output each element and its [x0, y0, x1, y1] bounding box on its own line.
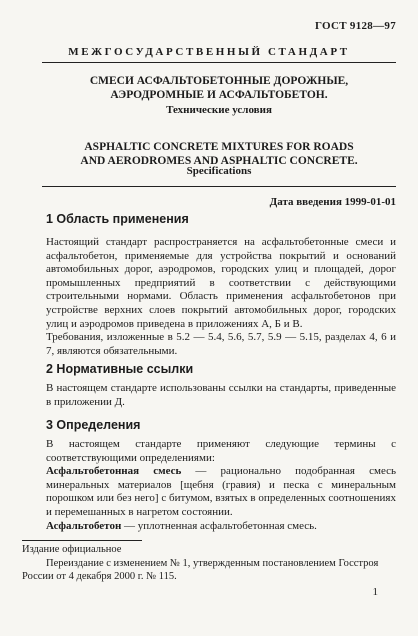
russian-subtitle: Технические условия — [166, 104, 272, 116]
english-subtitle: Specifications — [186, 165, 252, 177]
section-1-body — [46, 236, 396, 358]
edition-note: Издание официальное — [22, 544, 122, 555]
section-1-paragraph-2: Требования, изложенные в 5.2 — 5.4, 5.6, 5.7, 5.9 — 5.15, разделах 4, 6 и 7, являются обязательными. — [46, 331, 396, 357]
title-divider — [42, 186, 396, 187]
document-code: ГОСТ 9128—97 — [314, 20, 396, 32]
introduction-date: Дата введения 1999-01-01 — [269, 196, 396, 208]
term-1-definition: — рационально подобранная смесь минеральных материалов [щебня (гравия) и песка с минеральным порошком или без него] с битумом, взятых в определенных соотношениях и перемешанных в нагретом состоянии. — [46, 465, 396, 518]
russian-title-line-2: АЭРОДРОМНЫЕ И АСФАЛЬТОБЕТОН. — [110, 89, 328, 101]
section-1-heading: 1 Область применения — [46, 212, 189, 226]
definition-1 — [46, 465, 396, 519]
english-title-line-1: ASPHALTIC CONCRETE MIXTURES FOR ROADS — [84, 141, 354, 153]
russian-title-line-1: СМЕСИ АСФАЛЬТОБЕТОННЫЕ ДОРОЖНЫЕ, — [89, 75, 349, 87]
section-2-paragraph-1: В настоящем стандарте использованы ссылки на стандарты, приведенные в приложении Д. — [46, 382, 396, 408]
standard-type-heading: МЕЖГОСУДАРСТВЕННЫЙ СТАНДАРТ — [68, 46, 350, 58]
term-2-definition: — уплотненная асфальтобетонная смесь. — [121, 519, 317, 532]
reissue-note: Переиздание с изменением № 1, утвержденным постановлением Госстроя России от 4 декабря 2000 г. № 115. — [22, 558, 379, 582]
section-3-heading: 3 Определения — [46, 418, 141, 432]
term-2: Асфальтобетон — [46, 519, 122, 532]
section-1-paragraph-1: Настоящий стандарт распространяется на асфальтобетонные смеси и асфальтобетон, применяемые для устройства покрытий и оснований автомобильных дорог, аэродромов, городских улиц и площадей, дорог промышленных предприятий в соответствии с действующими строительными нормами. Область применения асфальтобетонов при устройстве верхних слоев покрытий автомобильных дорог, городских улиц и аэродромов приведена в приложениях А, Б и В. — [46, 236, 396, 330]
definition-2 — [46, 520, 396, 534]
top-divider — [42, 62, 396, 63]
section-3-body — [46, 438, 396, 533]
section-3-paragraph-1: В настоящем стандарте применяют следующие термины с соответствующими определениями: — [46, 438, 396, 464]
english-title — [42, 140, 396, 168]
page-number: 1 — [372, 586, 378, 598]
footer-divider — [22, 540, 142, 541]
russian-title — [42, 74, 396, 102]
english-title-line-2: AND AERODROMES AND ASPHALTIC CONCRETE. — [80, 155, 358, 167]
section-2-heading: 2 Нормативные ссылки — [46, 362, 194, 376]
term-1: Асфальтобетонная смесь — [46, 465, 182, 478]
